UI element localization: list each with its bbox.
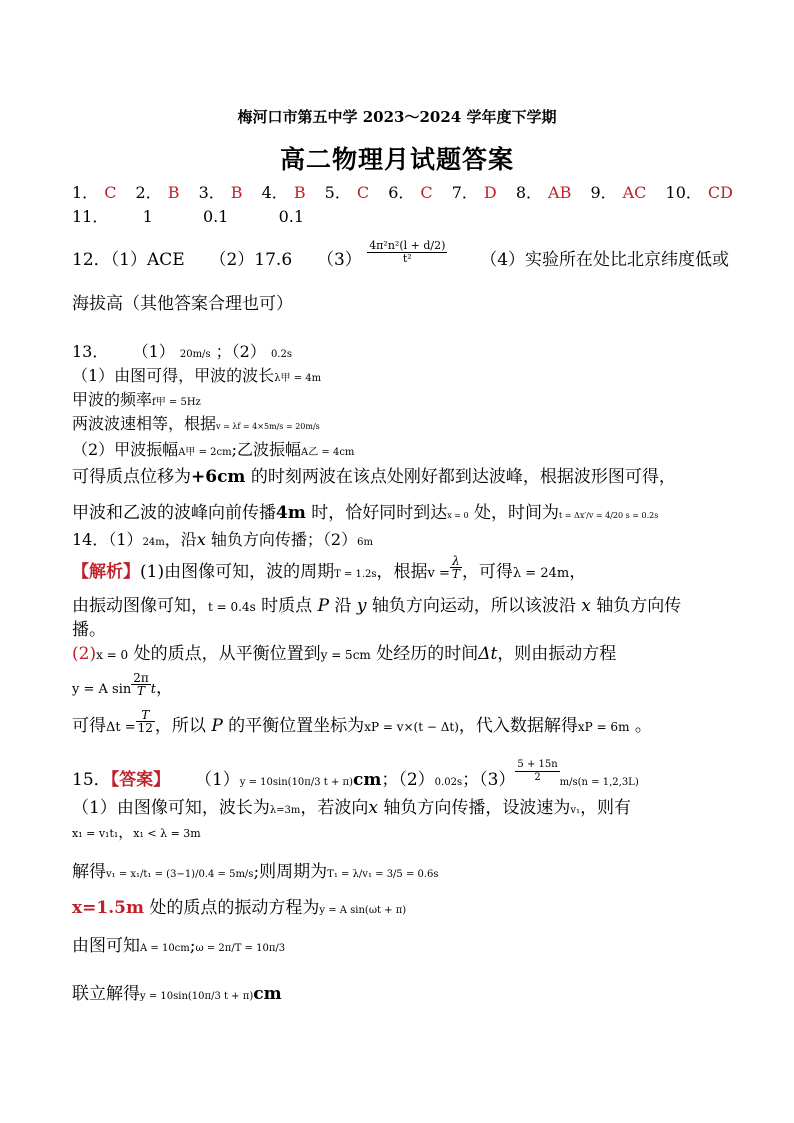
q14-analysis-4 bbox=[72, 671, 173, 700]
page-title: 高二物理月试题答案 bbox=[279, 145, 514, 174]
q13-equation: t = Δx′/v = 4/20 s = 0.2s bbox=[559, 511, 659, 520]
q13-equation: x = 0 bbox=[447, 511, 469, 520]
q14-answer-1: 24m bbox=[142, 537, 165, 548]
fraction-numerator: 2π bbox=[133, 671, 149, 685]
q11-answer-1: 1 bbox=[142, 207, 153, 226]
q13-value: +6cm bbox=[191, 467, 246, 487]
q15-separator: ; bbox=[189, 936, 196, 956]
fraction-denominator: 12 bbox=[137, 721, 153, 735]
q13-equation: A乙 = 4cm bbox=[301, 447, 355, 458]
q14-text: ，沿 bbox=[164, 530, 197, 549]
q15-text: 联立解得 bbox=[72, 984, 140, 1004]
q15-equation: v₁ = x₁/t₁ = (3−1)/0.4 = 5m/s bbox=[106, 869, 254, 880]
q14-analysis-3 bbox=[72, 644, 616, 665]
answer-item: 3． B bbox=[198, 183, 243, 202]
fraction-numerator: 5 + 15n bbox=[517, 759, 558, 770]
answer-item: 8． AB bbox=[515, 183, 572, 202]
fraction-denominator: 2 bbox=[534, 772, 541, 783]
q15-symbol: v₁ bbox=[570, 805, 581, 816]
q14-text: 轴负方向传 bbox=[590, 596, 682, 616]
q14-analysis-2-cont: 播。 bbox=[72, 620, 106, 640]
answer-tag: 【答案】 bbox=[110, 770, 171, 790]
q13-text: ;乙波振幅 bbox=[231, 440, 301, 459]
q15-line-2 bbox=[72, 822, 201, 844]
q15-equation: y = 10sin(10π/3 t + π) bbox=[140, 991, 254, 1002]
answer-item: 6． C bbox=[388, 183, 433, 202]
q14-fraction bbox=[131, 672, 151, 697]
q15-line-4 bbox=[72, 898, 406, 921]
q12-formula-denominator: t² bbox=[402, 252, 412, 265]
q14-analysis-2 bbox=[72, 596, 681, 617]
q15-text: ;则周期为 bbox=[253, 862, 328, 882]
q15-part-1-label: （1） bbox=[194, 770, 240, 790]
q15-separator: ；（3） bbox=[462, 770, 516, 790]
q13-number: 13． bbox=[72, 342, 109, 361]
q15-text: 解得 bbox=[72, 862, 106, 882]
q14-analysis-1 bbox=[72, 554, 587, 585]
q12-part-1: （1）ACE bbox=[110, 250, 185, 270]
q12-formula-numerator: 4π²n²(l + d/2) bbox=[369, 239, 446, 252]
answer-item: 10． CD bbox=[665, 183, 733, 202]
q15-line-3 bbox=[72, 862, 439, 885]
q15-text: （1）由图像可知，波长为 bbox=[72, 798, 270, 818]
q13-text: （1）由图可得，甲波的波长 bbox=[72, 366, 275, 385]
q14-text: ，根据 bbox=[376, 562, 428, 582]
q15-equation: ω = 2π/T = 10π/3 bbox=[195, 943, 286, 954]
q14-text: ，代入数据解得 bbox=[458, 716, 578, 736]
q14-text: ，则由振动方程 bbox=[497, 644, 617, 664]
q15-fraction bbox=[515, 759, 559, 784]
q14-symbol: P bbox=[317, 596, 330, 616]
q13-equation: f甲 = 5Hz bbox=[152, 397, 201, 408]
q14-equation: y = 5cm bbox=[320, 648, 371, 662]
q13-text: 甲波的频率 bbox=[72, 390, 153, 409]
q15-equation: y = A sin(ωt + π) bbox=[319, 905, 407, 916]
q15-equation: x₁ < λ = 3m bbox=[133, 827, 201, 840]
q12-part-3: （3） bbox=[316, 250, 362, 270]
q13-equation: A甲 = 2cm bbox=[178, 447, 232, 458]
q15-equation: T₁ = λ/v₁ = 3/5 = 0.6s bbox=[327, 869, 439, 880]
q13-value: 4m bbox=[276, 503, 306, 523]
q14-equation: xP = v×(t − Δt) bbox=[364, 720, 459, 734]
q14-text: 轴负方向运动，所以该波沿 bbox=[366, 596, 582, 616]
q15-unit: cm bbox=[353, 770, 382, 790]
q15-equation: λ=3m bbox=[269, 805, 301, 816]
q13-header bbox=[72, 342, 292, 365]
q14-equation: λ = 24m bbox=[512, 566, 570, 581]
q14-symbol: t bbox=[150, 682, 156, 697]
q13-text: 时，恰好同时到达 bbox=[305, 503, 448, 523]
q13-part-1-label: （1） bbox=[132, 342, 175, 361]
q14-fraction bbox=[450, 555, 462, 580]
q13-equation: v = λf = 4×5m/s = 20m/s bbox=[216, 422, 320, 431]
fraction-denominator: T bbox=[451, 567, 460, 581]
q15-text: 处的质点的振动方程为 bbox=[143, 898, 320, 918]
answer-item: 2． B bbox=[135, 183, 180, 202]
q11-answer-2: 0.1 bbox=[202, 207, 229, 226]
q14-equation: y = A sin bbox=[72, 682, 132, 697]
q14-text: 可得 bbox=[72, 716, 106, 736]
q14-part-label: (2) bbox=[72, 644, 97, 664]
q15-symbol: x bbox=[368, 798, 378, 818]
q14-text: ，可得 bbox=[461, 562, 513, 582]
q15-line-1 bbox=[72, 798, 631, 821]
q15-text: 轴负方向传播，设波速为 bbox=[377, 798, 571, 818]
q14-text: 的平衡位置坐标为 bbox=[222, 716, 365, 736]
q14-equation: Δt = bbox=[106, 720, 136, 735]
q13-text: 甲波和乙波的波峰向前传播 bbox=[72, 503, 276, 523]
q11-number: 11． bbox=[72, 207, 109, 226]
q14-text: ，所以 bbox=[154, 716, 212, 736]
answer-item: 7． D bbox=[451, 183, 497, 202]
q15-equation: y = 10sin(10π/3 t + π) bbox=[239, 777, 353, 788]
answer-item: 4． B bbox=[261, 183, 306, 202]
q14-text: 轴负方向传播；（2） bbox=[205, 530, 358, 549]
analysis-tag: 【解析】 bbox=[72, 562, 140, 582]
q15-value: x=1.5m bbox=[72, 898, 144, 918]
q14-text: 由振动图像可知， bbox=[72, 596, 208, 616]
q14-equation: v = bbox=[427, 566, 450, 581]
fraction-numerator: λ bbox=[450, 555, 462, 568]
q14-equation: t = 0.4s bbox=[208, 600, 256, 614]
q12-continuation: 海拔高（其他答案合理也可） bbox=[72, 294, 293, 314]
q14-symbol: Δt bbox=[478, 644, 498, 664]
q15-separator: ， bbox=[118, 823, 134, 841]
q15-text: 由图可知 bbox=[72, 936, 140, 956]
q15-condition: (n = 1,2,3L) bbox=[577, 777, 639, 788]
answer-item: 1． C bbox=[72, 183, 117, 202]
q12-formula bbox=[367, 240, 447, 265]
q14-text: 时质点 bbox=[255, 596, 318, 616]
q13-line-3 bbox=[72, 414, 320, 437]
q14-text: (1)由图像可知，波的周期 bbox=[140, 562, 335, 582]
q14-equation: x = 0 bbox=[96, 648, 129, 662]
q15-unit: m/s bbox=[559, 777, 578, 788]
q13-line-6 bbox=[72, 503, 658, 526]
q14-answer-2: 6m bbox=[357, 537, 373, 548]
q13-answer-2: 0.2s bbox=[270, 349, 292, 360]
q15-separator: ；（2） bbox=[381, 770, 435, 790]
q15-equation: A = 10cm bbox=[140, 943, 190, 954]
q13-line-1 bbox=[72, 366, 321, 389]
q14-part-1-label: （1） bbox=[108, 530, 143, 549]
q13-answer-1: 20m/s bbox=[179, 349, 211, 360]
q14-text: ， bbox=[156, 678, 173, 698]
q14-text: 沿 bbox=[329, 596, 357, 616]
q14-symbol: P bbox=[211, 716, 223, 736]
q15-unit: cm bbox=[253, 984, 282, 1004]
q12-part-2: （2）17.6 bbox=[209, 250, 293, 270]
q14-header bbox=[72, 530, 373, 553]
q15-equation: x₁ = v₁t₁ bbox=[72, 827, 119, 840]
q13-text: 的时刻两波在该点处刚好都到达波峰，根据波形图可得， bbox=[245, 467, 676, 487]
fraction-denominator: T bbox=[136, 684, 145, 698]
q13-text: 两波波速相等，根据 bbox=[72, 414, 217, 433]
q13-line-4 bbox=[72, 440, 354, 463]
q14-fraction bbox=[136, 709, 155, 734]
q15-line-6 bbox=[72, 984, 282, 1007]
q13-separator: ；（2） bbox=[215, 342, 266, 361]
q15-text: ，若波向 bbox=[300, 798, 369, 818]
fraction-numerator: T bbox=[136, 709, 155, 722]
q14-analysis-5 bbox=[72, 708, 652, 738]
q14-text: ， bbox=[569, 562, 587, 582]
q14-text: 处的质点，从平衡位置到 bbox=[128, 644, 321, 664]
school-line: 梅河口市第五中学 2023～2024 学年度下学期 bbox=[237, 108, 557, 126]
q13-text: （2）甲波振幅 bbox=[72, 440, 179, 459]
q14-equation: xP = 6m bbox=[577, 720, 630, 734]
q15-header bbox=[72, 759, 639, 793]
q14-equation: T = 1.2s bbox=[334, 569, 377, 580]
q11-row bbox=[72, 207, 304, 227]
q14-text: 。 bbox=[629, 716, 652, 736]
answer-item: 5． C bbox=[324, 183, 370, 202]
answer-item: 9． AC bbox=[590, 183, 647, 202]
q13-line-5 bbox=[72, 467, 676, 487]
q14-symbol: x bbox=[581, 596, 591, 616]
q14-text: 处经历的时间 bbox=[370, 644, 479, 664]
q15-line-5 bbox=[72, 936, 285, 959]
q11-answer-3: 0.1 bbox=[278, 207, 305, 226]
q15-text: ，则有 bbox=[580, 798, 632, 818]
q14-symbol: x bbox=[196, 530, 206, 549]
q14-symbol: y bbox=[356, 596, 367, 616]
q12-part-4: （4）实验所在处比北京纬度低或 bbox=[480, 250, 730, 270]
q15-answer-2: 0.02s bbox=[434, 777, 463, 788]
q13-text: 可得质点位移为 bbox=[72, 467, 191, 487]
q13-line-2 bbox=[72, 390, 201, 413]
q15-number: 15． bbox=[72, 770, 111, 790]
q12-row bbox=[72, 239, 730, 270]
q13-text: 处，时间为 bbox=[468, 503, 560, 523]
q14-number: 14． bbox=[72, 530, 109, 549]
q13-equation: λ甲 = 4m bbox=[274, 373, 322, 384]
choice-answers-row bbox=[72, 183, 747, 203]
q12-number: 12． bbox=[72, 250, 111, 270]
